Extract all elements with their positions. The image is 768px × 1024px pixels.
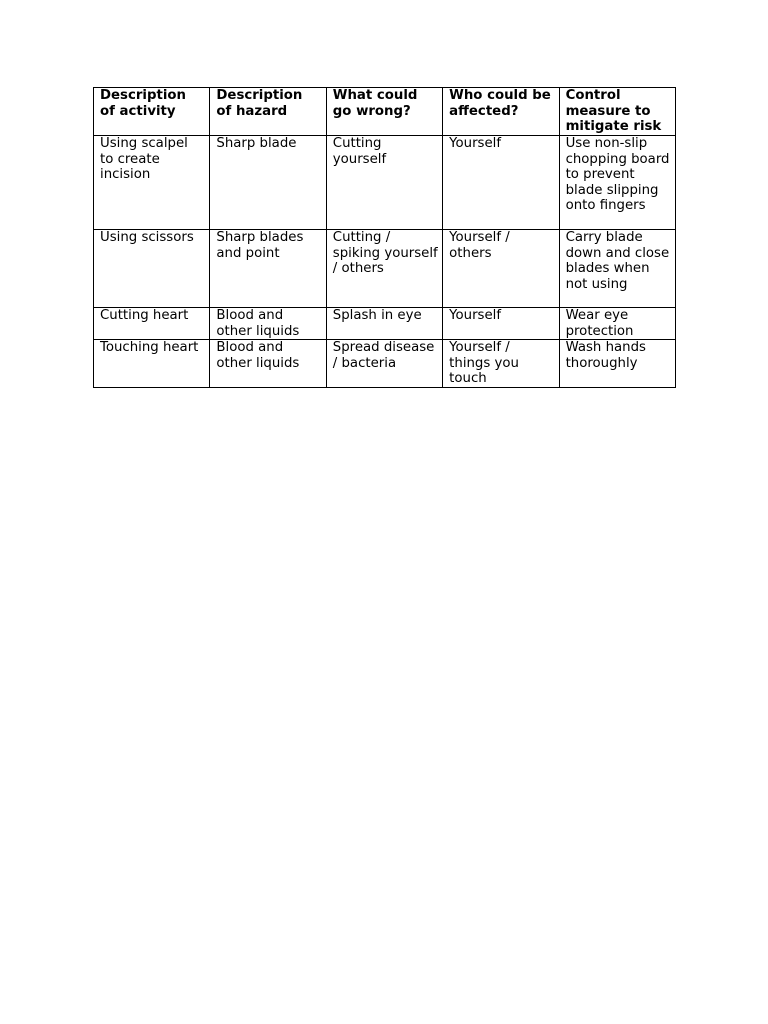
table-header-row [94, 88, 676, 136]
table-cell: Spread disease / bacteria [326, 340, 442, 388]
header-description-of-activity: Description of activity [94, 88, 210, 136]
table-cell: Cutting yourself [326, 136, 442, 230]
table-row [94, 136, 676, 230]
table-cell: Sharp blades and point [210, 230, 326, 308]
table-cell: Blood and other liquids [210, 340, 326, 388]
table-cell: Yourself / things you touch [443, 340, 559, 388]
header-who-could-be-affected: Who could be affected? [443, 88, 559, 136]
table-cell: Cutting heart [94, 308, 210, 340]
table-row [94, 230, 676, 308]
table-cell: Carry blade down and close blades when not using [559, 230, 675, 308]
header-description-of-hazard: Description of hazard [210, 88, 326, 136]
table-cell: Yourself [443, 136, 559, 230]
table-cell: Splash in eye [326, 308, 442, 340]
header-what-could-go-wrong: What could go wrong? [326, 88, 442, 136]
table-cell: Yourself [443, 308, 559, 340]
table-cell: Wash hands thoroughly [559, 340, 675, 388]
table-cell: Touching heart [94, 340, 210, 388]
table-cell: Using scissors [94, 230, 210, 308]
risk-assessment-table [93, 87, 676, 388]
table-cell: Cutting / spiking yourself / others [326, 230, 442, 308]
table-cell: Use non-slip chopping board to prevent blade slipping onto fingers [559, 136, 675, 230]
table-cell: Sharp blade [210, 136, 326, 230]
table-row [94, 340, 676, 388]
header-control-measure: Control measure to mitigate risk [559, 88, 675, 136]
table-cell: Blood and other liquids [210, 308, 326, 340]
table-cell: Wear eye protection [559, 308, 675, 340]
table-row [94, 308, 676, 340]
table-cell: Using scalpel to create incision [94, 136, 210, 230]
table-cell: Yourself / others [443, 230, 559, 308]
